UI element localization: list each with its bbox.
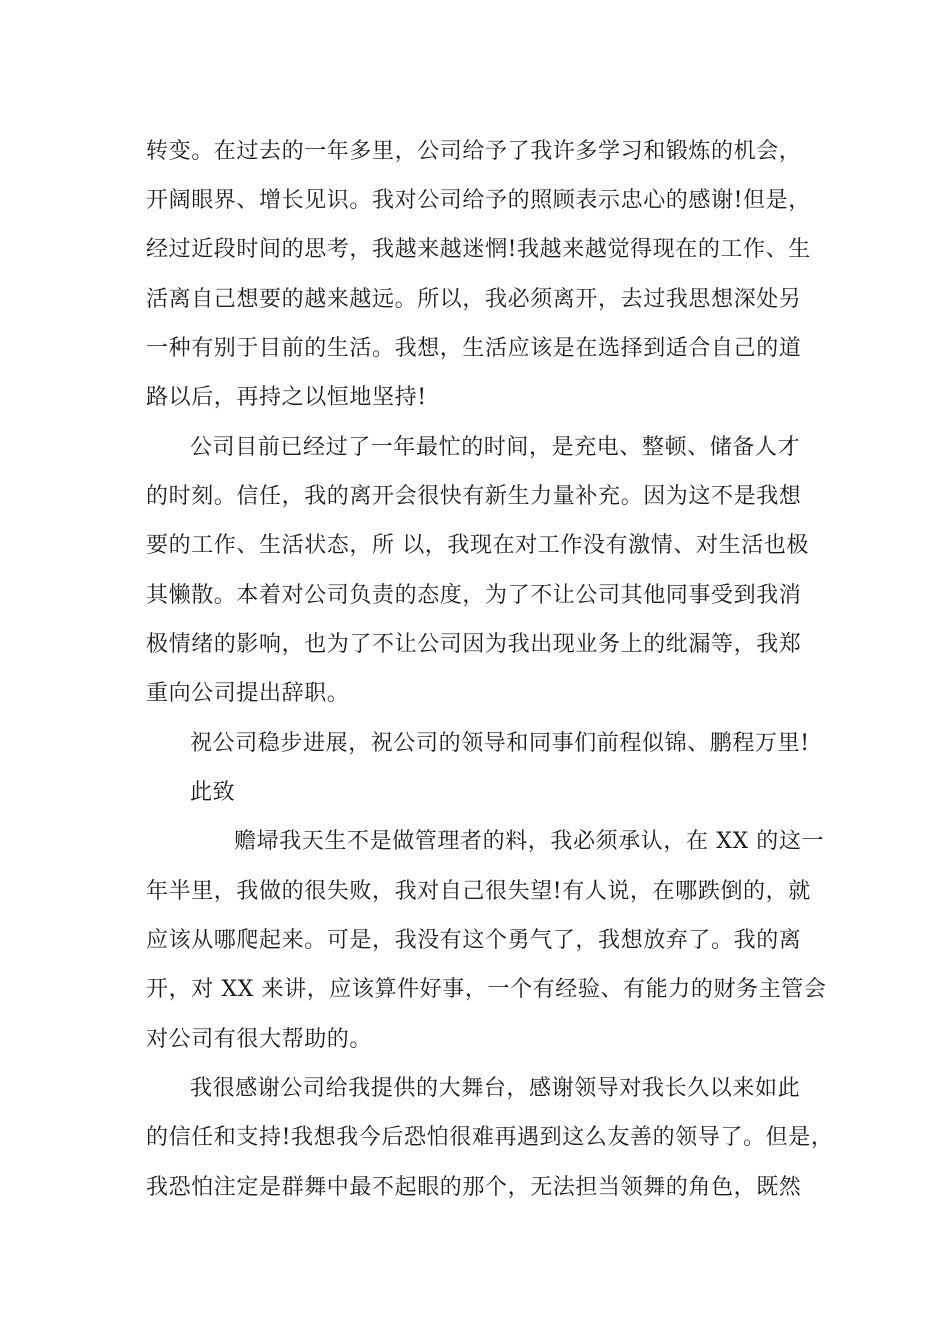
- text-line-6: 路以后，再持之以恒地坚持!: [146, 385, 427, 410]
- text-line-4: 活离自己想要的越来越远。所以，我必须离开，去过我思想深处另: [146, 287, 802, 312]
- text-line-16: 年半里，我做的很失败，我对自己很失望!有人说，在哪跌倒的，就: [146, 879, 811, 904]
- text-line-19: 对公司有很大帮助的。: [146, 1027, 373, 1052]
- text-line-1: 转变。在过去的一年多里，公司给予了我许多学习和锻炼的机会，: [146, 139, 802, 164]
- text-line-13: 祝公司稳步进展，祝公司的领导和同事们前程似锦、鹏程万里!: [190, 731, 810, 756]
- text-line-18: 开，对 XX 来讲，应该算件好事，一个有经验、有能力的财务主管会: [146, 977, 827, 1002]
- text-line-11: 极情绪的影响，也为了不让公司因为我出现业务上的纰漏等，我郑: [146, 632, 802, 657]
- text-line-7: 公司目前已经过了一年最忙的时间，是充电、整顿、储备人才: [190, 435, 801, 460]
- text-line-10: 其懒散。本着对公司负责的态度，为了不让公司其他同事受到我消: [146, 583, 802, 608]
- text-line-15: 赡埽我天生不是做管理者的料，我必须承认，在 XX 的这一: [234, 829, 825, 854]
- text-line-2: 开阔眼界、增长见识。我对公司给予的照顾表示忠心的感谢!但是，: [146, 188, 811, 213]
- text-line-8: 的时刻。信任，我的离开会很快有新生力量补充。因为这不是我想: [146, 484, 802, 509]
- text-line-21: 的信任和支持!我想我今后恐怕很难再遇到这么友善的领导了。但是，: [146, 1125, 834, 1150]
- text-line-5: 一种有别于目前的生活。我想，生活应该是在选择到适合自己的道: [146, 336, 802, 361]
- text-line-20: 我很感谢公司给我提供的大舞台，感谢领导对我长久以来如此: [190, 1076, 801, 1101]
- text-line-9: 要的工作、生活状态，所 以，我现在对工作没有激情、对生活也极: [146, 533, 809, 558]
- text-line-12: 重向公司提出辞职。: [146, 681, 350, 706]
- text-line-14: 此致: [190, 780, 236, 805]
- text-line-17: 应该从哪爬起来。可是，我没有这个勇气了，我想放弃了。我的离: [146, 928, 802, 953]
- text-line-22: 我恐怕注定是群舞中最不起眼的那个，无法担当领舞的角色，既然: [146, 1175, 802, 1200]
- text-line-3: 经过近段时间的思考，我越来越迷惘!我越来越觉得现在的工作、生: [146, 237, 811, 262]
